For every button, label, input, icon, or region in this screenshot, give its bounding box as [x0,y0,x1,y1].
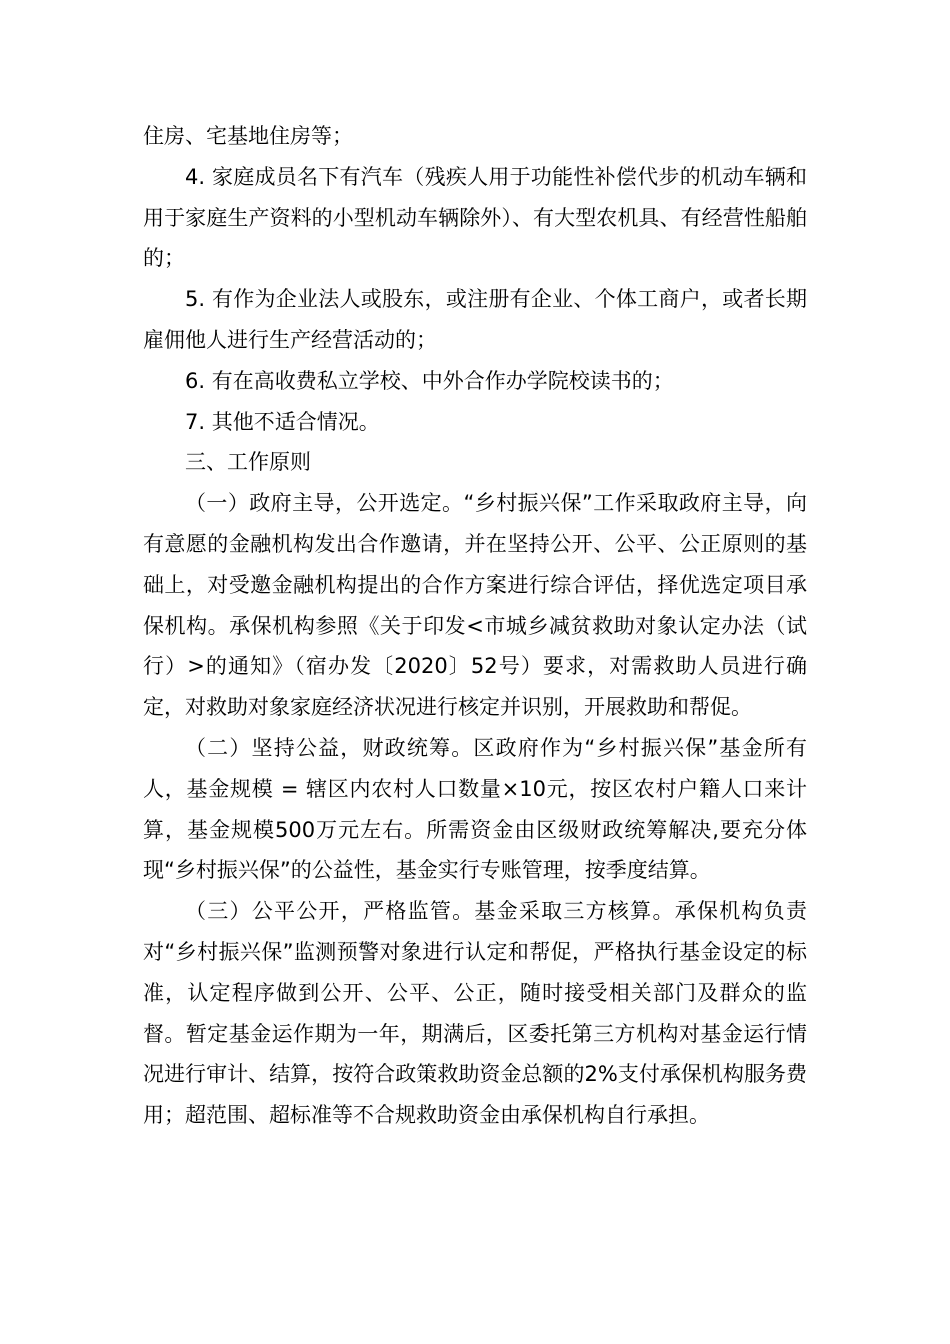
paragraph-item-5-business: 5. 有作为企业法人或股东，或注册有企业、个体工商户，或者长期雇佣他人进行生产经营活动的； [143,287,807,352]
paragraph-item-7-other: 7. 其他不适合情况。 [185,409,380,434]
paragraph-principle-2: （二）坚持公益，财政统筹。区政府作为“乡村振兴保”基金所有人，基金规模 = 辖区内农村人口数量×10元，按区农村户籍人口来计算，基金规模500万元左右。所需资金由区级财政统筹解决,要充分体现“乡村振兴保”的公益性，基金实行专账管理，按季度结算。 [143,735,807,883]
section-heading-work-principles: 三、工作原则 [185,450,311,475]
paragraph-principle-3: （三）公平公开，严格监管。基金采取三方核算。承保机构负责对“乡村振兴保”监测预警对象进行认定和帮促，严格执行基金设定的标准，认定程序做到公开、公平、公正，随时接受相关部门及群众的监督。暂定基金运作期为一年，期满后，区委托第三方机构对基金运行情况进行审计、结算，按符合政策救助资金总额的2%支付承保机构服务费用；超范围、超标准等不合规救助资金由承保机构自行承担。 [143,899,807,1128]
paragraph-principle-1: （一）政府主导，公开选定。“乡村振兴保”工作采取政府主导，向有意愿的金融机构发出合作邀请，并在坚持公开、公平、公正原则的基础上，对受邀金融机构提出的合作方案进行综合评估，择优选定项目承保机构。承保机构参照《关于印发<市城乡减贫救助对象认定办法（试行）>的通知》（宿办发〔2020〕52号）要求，对需救助人员进行确定，对救助对象家庭经济状况进行核定并识别，开展救助和帮促。 [143,491,807,720]
paragraph-item-6-school: 6. 有在高收费私立学校、中外合作办学院校读书的； [185,368,674,393]
paragraph-housing-continuation: 住房、宅基地住房等； [143,124,353,148]
document-body [143,116,807,1136]
paragraph-item-4-vehicles: 4. 家庭成员名下有汽车（残疾人用于功能性补偿代步的机动车辆和用于家庭生产资料的小型机动车辆除外）、有大型农机具、有经营性船舶的； [143,164,807,271]
